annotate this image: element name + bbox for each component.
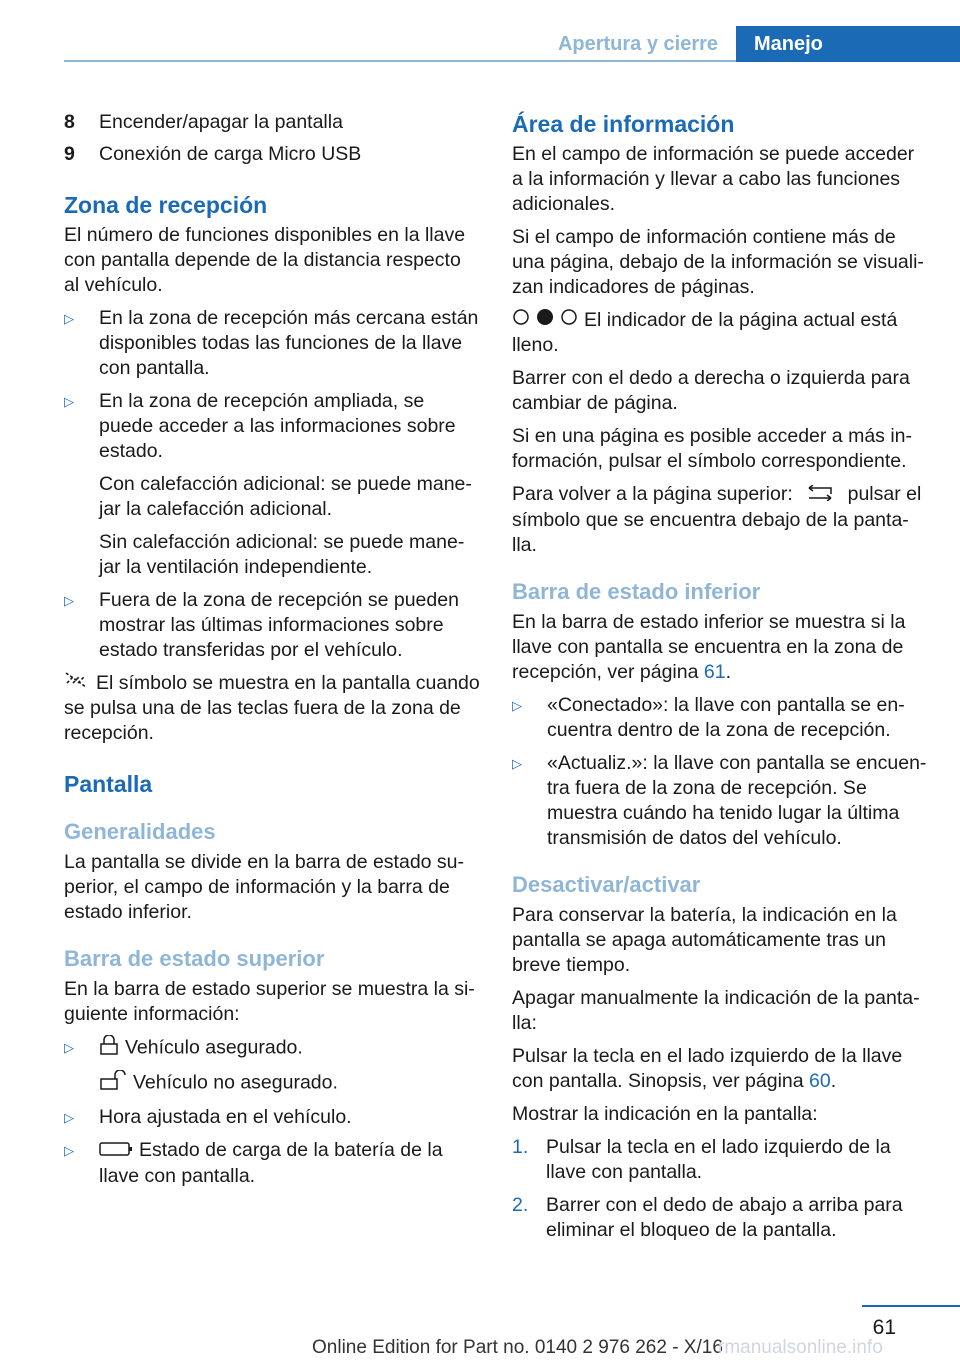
- bullet-icon: ▷: [64, 311, 74, 326]
- tab-apertura-y-cierre[interactable]: Apertura y cierre: [557, 33, 719, 55]
- list-item: [64, 110, 480, 135]
- heading-barra-inferior: Barra de estado inferior: [512, 578, 761, 604]
- paragraph: En la barra de estado inferior se muestra si la llave con pantalla se encuentra en la zona de recepción, ver página 61.: [512, 610, 906, 683]
- paragraph-page-indicator: El indicador de la página actual está lleno.: [512, 309, 898, 357]
- bullet-text: Hora ajustada en el vehículo.: [99, 1106, 352, 1129]
- bullet-subparagraph: Vehículo no asegurado.: [99, 1070, 480, 1097]
- bullet-text: «Conectado»: la llave con pantalla se en‐cuentra dentro de la zona de recepción.: [547, 693, 905, 741]
- paragraph: En el campo de información se puede acceder a la información y llevar a cabo las funciones adicionales.: [512, 143, 915, 215]
- bullet-subparagraph: Con calefacción adicional: se puede mane‐jar la calefacción adicional.: [99, 473, 472, 520]
- page-link-61[interactable]: 61: [703, 660, 726, 683]
- item-text: Encender/apagar la pantalla: [99, 111, 343, 133]
- numbered-step: [512, 1193, 928, 1243]
- step-text: Barrer con el dedo de abajo a arriba para eliminar el bloqueo de la pantalla.: [546, 1193, 903, 1241]
- bullet-icon: ▷: [64, 1040, 74, 1056]
- paragraph-back: Para volver a la página superior: pulsar el símbolo que se encuentra debajo de la panta‐lla.: [512, 483, 922, 556]
- paragraph: Si en una página es posible acceder a más in‐formación, pulsar el símbolo correspondiente.: [512, 425, 912, 473]
- paragraph: Barrer con el dedo a derecha o izquierda para cambiar de página.: [512, 367, 910, 415]
- lock-closed-icon: [99, 1035, 119, 1062]
- list-item: [64, 142, 480, 167]
- page-indicator-icon: [512, 308, 578, 333]
- bullet-icon: ▷: [64, 1110, 74, 1126]
- watermark: rmanualsonline.info: [718, 1337, 883, 1358]
- bullet-icon: ▷: [64, 394, 74, 409]
- bullet-body: [99, 389, 480, 580]
- heading-area-informacion: Área de información: [512, 111, 735, 137]
- bullet-item: [64, 389, 480, 580]
- right-column: [512, 110, 928, 1251]
- bullet-text: En la zona de recepción ampliada, se puede acceder a las informaciones sobre estado.: [99, 390, 456, 462]
- battery-icon: [99, 1139, 133, 1164]
- bullet-text: En la zona de recepción más cercana están disponibles todas las funciones de la llave con pantalla.: [99, 307, 479, 379]
- left-column: [64, 110, 480, 1197]
- heading-zona-recepcion: Zona de recepción: [64, 192, 268, 218]
- item-number: 8: [64, 111, 75, 133]
- bullet-text: Fuera de la zona de recepción se pueden mostrar las últimas informaciones sobre estado transferidas por el vehículo.: [99, 589, 459, 661]
- item-text: Conexión de carga Micro USB: [99, 143, 362, 165]
- tab-manejo[interactable]: Manejo: [736, 26, 960, 62]
- footer-rule: [862, 1305, 960, 1307]
- paragraph-symbol: El símbolo se muestra en la pantalla cuando se pulsa una de las teclas fuera de la zona de recepción.: [64, 672, 480, 745]
- paragraph: Para conservar la batería, la indicación en la pantalla se apaga automáticamente tras un breve tiempo.: [512, 903, 897, 976]
- bullet-item: [512, 693, 928, 743]
- heading-generalidades: Generalidades: [64, 819, 216, 845]
- bullet-body: Estado de carga de la batería de la llave con pantalla.: [99, 1139, 443, 1187]
- page-link-60[interactable]: 60: [809, 1069, 831, 1092]
- bullet-subparagraph: Sin calefacción adicional: se puede mane‐jar la ventilación independiente.: [99, 531, 465, 578]
- step-number: 2.: [512, 1193, 529, 1216]
- bullet-icon: ▷: [512, 697, 522, 713]
- paragraph: El número de funciones disponibles en la llave con pantalla depende de la distancia respecto al vehículo.: [64, 224, 466, 296]
- bullet-item: [64, 1105, 480, 1130]
- bullet-item: [64, 1035, 480, 1097]
- bullet-item: [64, 588, 480, 663]
- paragraph: Mostrar la indicación en la pantalla:: [512, 1102, 818, 1125]
- bullet-icon: ▷: [512, 755, 522, 771]
- lock-open-icon: [99, 1070, 127, 1097]
- paragraph: Si el campo de información contiene más de una página, debajo de la información se visuali‐zan indicadores de páginas.: [512, 226, 924, 298]
- back-arrow-icon: [806, 483, 834, 508]
- page-number: 61: [872, 1316, 896, 1339]
- heading-barra-superior: Barra de estado superior: [64, 946, 325, 972]
- edition-text: Online Edition for Part no. 0140 2 976 262 - X/16: [312, 1337, 723, 1358]
- bullet-text: «Actualiz.»: la llave con pantalla se encuen‐tra fuera de la zona de recepción. Se muestra cuándo ha tenido lugar la última transmisión de datos del vehículo.: [547, 751, 927, 849]
- bullet-body: Vehículo asegurado. Vehículo no asegurado.: [99, 1035, 480, 1097]
- paragraph: Pulsar la tecla en el lado izquierdo de la llave con pantalla. Sinopsis, ver página 60.: [512, 1044, 903, 1092]
- paragraph: La pantalla se divide en la barra de estado su‐perior, el campo de información y la barra de estado inferior.: [64, 851, 465, 924]
- bullet-icon: ▷: [64, 593, 74, 608]
- paragraph: Apagar manualmente la indicación de la panta‐lla:: [512, 986, 920, 1034]
- step-number: 1.: [512, 1135, 529, 1158]
- step-text: Pulsar la tecla en el lado izquierdo de la llave con pantalla.: [546, 1135, 891, 1183]
- bullet-icon: ▷: [64, 1143, 74, 1159]
- item-number: 9: [64, 143, 75, 165]
- heading-desactivar-activar: Desactivar/activar: [512, 871, 701, 897]
- heading-pantalla: Pantalla: [64, 771, 153, 798]
- numbered-step: [512, 1135, 928, 1185]
- paragraph: En la barra de estado superior se muestra la si‐guiente información:: [64, 978, 475, 1026]
- bullet-item: [512, 751, 928, 851]
- no-connection-icon: [64, 671, 90, 696]
- bullet-item: [64, 1138, 480, 1188]
- bullet-item: [64, 306, 480, 381]
